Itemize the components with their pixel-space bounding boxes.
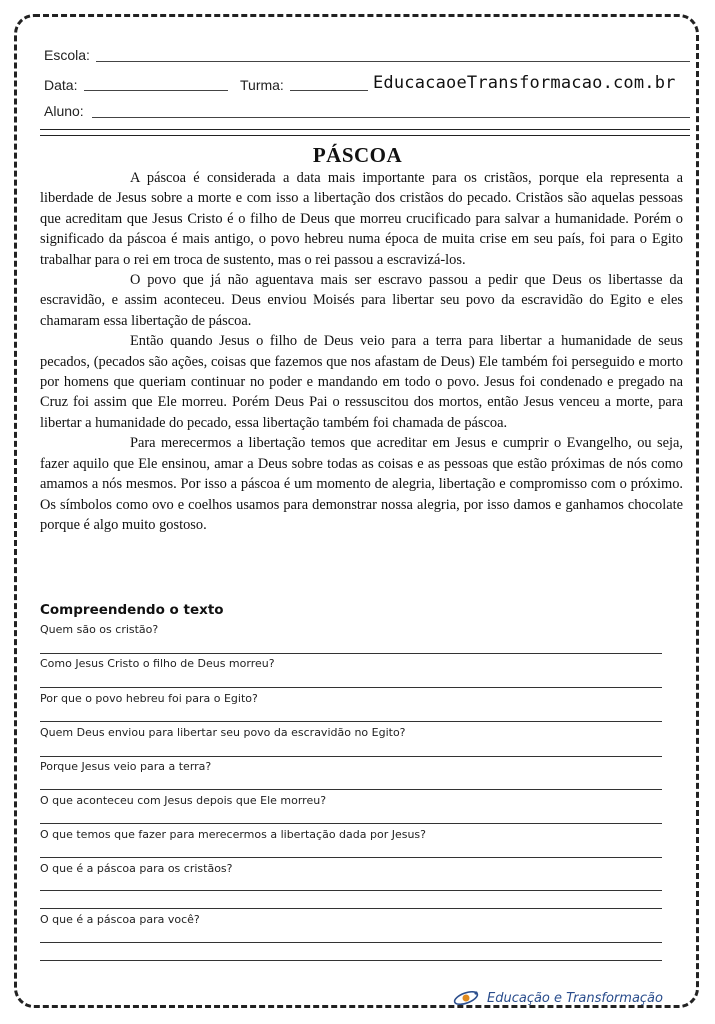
data-label: Data: (44, 77, 78, 93)
header-divider-2 (40, 135, 690, 136)
question: Como Jesus Cristo o filho de Deus morreu? (40, 657, 275, 670)
paragraph: Então quando Jesus o filho de Deus veio para a terra para libertar a humanidade de seus pecados, (pecados são ações, coisas que fazemos que nos afastam de Deus) Ele também foi perseguido e morto por homens que queriam continuar no poder e mandando em todo o povo. Jesus foi condenado e pregado na Cruz foi assim que Ele morreu. Porém Deus Pai o ressuscitou dos mortos, então Jesus venceu a morte, para libertar a humanidade do pecado, essa libertação também foi chamada de páscoa. (40, 333, 683, 431)
turma-field[interactable] (290, 90, 368, 91)
footer-logo (451, 988, 663, 1008)
question: O que aconteceu com Jesus depois que Ele morreu? (40, 794, 327, 807)
header-divider (40, 129, 690, 130)
answer-line[interactable] (40, 789, 662, 790)
question: Por que o povo hebreu foi para o Egito? (40, 692, 258, 705)
question: O que é a páscoa para você? (40, 913, 200, 926)
answer-line[interactable] (40, 653, 662, 654)
answer-line[interactable] (40, 687, 662, 688)
paragraph: A páscoa é considerada a data mais importante para os cristãos, porque ela representa a liberdade de Jesus sobre a morte e com isso a libertação dos cristãos do pecado. Cristãos são aquelas pessoas que acreditam que Jesus Cristo é o filho de Deus que morreu crucificado para salvar a humanidade. Porém o significado da páscoa é mais antigo, o povo hebreu numa época de muita crise em seu país, foi para o Egito trabalhar para o rei em troca de sustento, mas o rei passou a escravizá-los. (40, 170, 683, 268)
paragraph: O povo que já não aguentava mais ser escravo passou a pedir que Deus os libertasse da escravidão, e assim aconteceu. Deus enviou Moisés para libertar seu povo da escravidão do Egito e eles chamaram essa libertação de páscoa. (40, 272, 683, 329)
questions-heading: Compreendendo o texto (40, 602, 224, 618)
question: O que é a páscoa para os cristãos? (40, 862, 233, 875)
answer-line[interactable] (40, 942, 662, 943)
answer-line[interactable] (40, 960, 662, 961)
question: O que temos que fazer para merecermos a libertação dada por Jesus? (40, 828, 426, 841)
website-url: EducacaoeTransformacao.com.br (373, 73, 676, 93)
page-title: PÁSCOA (312, 143, 403, 167)
answer-line[interactable] (40, 823, 662, 824)
paragraph: Para merecermos a libertação temos que acreditar em Jesus e cumprir o Evangelho, ou seja, fazer aquilo que Ele ensinou, amar a Deus sobre todas as coisas e as pessoas que estão próximas de nós como amamos a nós mesmos. Por isso a páscoa é um momento de alegria, libertação e compromisso com o próximo. Os símbolos como ovo e coelhos usamos para demonstrar nossa alegria, por isso damos e ganhamos chocolate porque é algo muito gostoso. (40, 435, 683, 533)
answer-line[interactable] (40, 890, 662, 891)
logo-text: Educação e Transformação (487, 990, 663, 1006)
answer-line[interactable] (40, 908, 662, 909)
question: Quem são os cristão? (40, 623, 159, 636)
aluno-label: Aluno: (44, 103, 84, 119)
data-field[interactable] (84, 90, 228, 91)
escola-field[interactable] (96, 61, 690, 62)
question: Porque Jesus veio para a terra? (40, 760, 212, 773)
reading-text (40, 168, 683, 535)
answer-line[interactable] (40, 721, 662, 722)
question: Quem Deus enviou para libertar seu povo da escravidão no Egito? (40, 726, 406, 739)
answer-line[interactable] (40, 756, 662, 757)
escola-label: Escola: (44, 47, 90, 63)
answer-line[interactable] (40, 857, 662, 858)
logo-icon (451, 988, 481, 1008)
turma-label: Turma: (240, 77, 284, 93)
aluno-field[interactable] (92, 117, 690, 118)
